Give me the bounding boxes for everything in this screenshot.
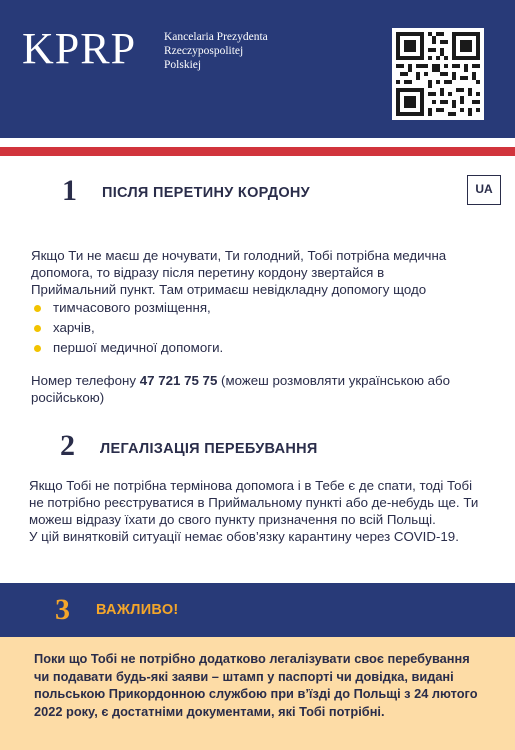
body-line: можеш відразу їхати до свого пункту призначення по всій Польщі.	[29, 512, 436, 527]
phone-line	[31, 372, 501, 389]
bullet-dot-icon	[34, 325, 41, 332]
section-2-title: ЛЕГАЛІЗАЦІЯ ПЕРЕБУВАННЯ	[100, 441, 318, 457]
section-1-intro	[31, 247, 501, 298]
body-line: Поки що Тобі не потрібно додатково легалізувати своє перебування	[34, 651, 470, 666]
section-1-number: 1	[62, 174, 77, 207]
institution-name	[164, 30, 268, 72]
institution-line-1: Kancelaria Prezydenta	[164, 31, 268, 43]
list-item-label: тимчасового розміщення,	[53, 300, 211, 315]
flag-stripe-white	[0, 138, 515, 147]
section-1-title: ПІСЛЯ ПЕРЕТИНУ КОРДОНУ	[102, 185, 311, 201]
bullet-dot-icon	[34, 305, 41, 312]
header-banner	[0, 0, 515, 138]
section-2-body	[29, 477, 509, 545]
body-line: польською Прикордонною службою при в’їзді до Польщі з 24 лютого	[34, 686, 478, 701]
intro-line: Приймальний пункт. Там отримаєш невідкладну допомогу щодо	[31, 282, 427, 297]
phone-suffix: (можеш розмовляти українською або	[217, 373, 451, 388]
intro-line: Якщо Ти не маєш де ночувати, Ти голодний, Тобі потрібна медична	[31, 248, 447, 263]
kprp-logo: KPRP	[22, 24, 137, 73]
body-line: не потрібно реєструватися в Приймальному пункті або де-небудь ще. Ти	[29, 495, 479, 510]
institution-line-2: Rzeczypospolitej	[164, 45, 244, 57]
section-3-body	[34, 650, 494, 720]
phone-prefix: Номер телефону	[31, 373, 140, 388]
phone-info	[31, 372, 501, 406]
language-badge: UA	[467, 175, 501, 205]
list-item	[32, 338, 223, 358]
section-2-number: 2	[60, 429, 75, 462]
body-line: чи подавати будь-які заяви – штамп у паспорті чи довідка, видані	[34, 668, 454, 684]
body-line: 2022 року, є достатніми документами, які Тобі потрібні.	[34, 703, 385, 719]
body-line: У цій винятковій ситуації немає обов’язку карантину через COVID-19.	[29, 529, 459, 544]
qr-code-icon[interactable]	[392, 28, 484, 120]
phone-line-2: російською)	[31, 390, 105, 405]
phone-number-link[interactable]: 47 721 75 75	[139, 373, 218, 388]
list-item-label: першої медичної допомоги.	[53, 340, 224, 355]
bullet-dot-icon	[34, 345, 41, 352]
list-item	[32, 298, 223, 318]
section-3-title: ВАЖЛИВО!	[96, 602, 179, 618]
important-header-band	[0, 583, 515, 637]
help-list	[32, 298, 223, 358]
institution-line-3: Polskiej	[164, 59, 202, 71]
body-line: Якщо Тобі не потрібна термінова допомога і в Тебе є де спати, тоді Тобі	[29, 478, 473, 493]
flag-stripe-red	[0, 147, 515, 156]
intro-line: допомога, то відразу після перетину кордону звертайся в	[31, 265, 385, 280]
list-item-label: харчів,	[53, 320, 95, 335]
section-3-number: 3	[55, 593, 70, 626]
list-item	[32, 318, 223, 338]
